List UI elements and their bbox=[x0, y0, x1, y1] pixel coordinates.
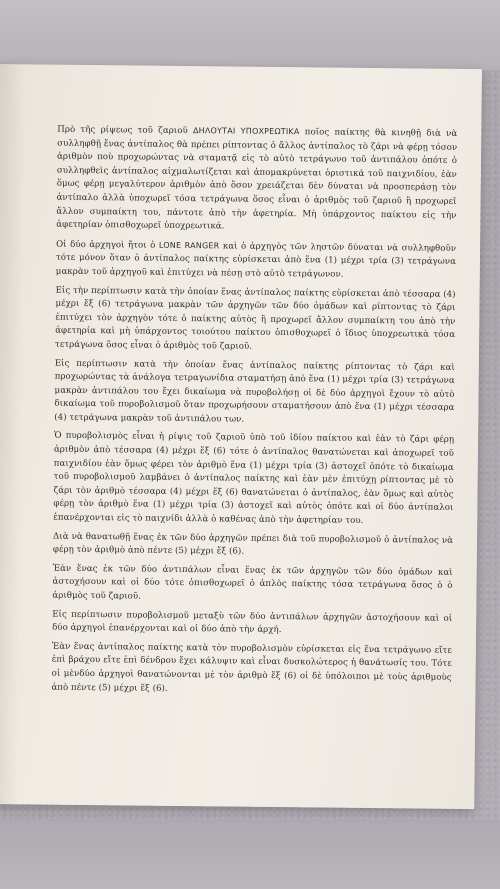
paragraph-text: Εἰς τὴν περίπτωσιν κατὰ τὴν ὁποίαν ἕνας ἀντίπαλος παίκτης εὑρίσκεται ἀπὸ τέσσαρα (4) μέχρι ἕξ (6) τετράγωνα μακρὰν τῶν ἀρχηγῶν τῶν δύο ὁμάδων καὶ ρίπτοντας τὸ ζάρι ἐπιτύχει τὸν ἀρχηγὸν τότε ὁ παίκτης αὐτὸς ἢ προχωρεῖ ἄλλον συμπαίκτη του ἀπὸ τὴν ἀφετηρία καὶ μὴ ὑπάρχοντος τοιούτου παίκτου ὀπισθοχωρεῖ ὁ ἴδιος ὑποχρεωτικὰ τόσα τετράγωνα ὅσος εἶναι ὁ ἀριθμὸς τοῦ ζαριοῦ. bbox=[55, 285, 456, 352]
rule-paragraph bbox=[54, 357, 455, 429]
emphasized-text: LONE RANGER bbox=[158, 240, 220, 251]
paragraph-text: Οἱ δύο ἀρχηγοὶ ἤτοι ὁ bbox=[56, 239, 159, 251]
paragraph-text: Ἐὰν ἕνας ἐκ τῶν δύο ἀντιπάλων εἶναι ἕνας ἐκ τῶν ἀρχηγῶν τῶν δύο ὁμάδων καὶ ἀστοχήσουν καὶ οἱ δύο τότε ὀπισθοχωρεῖ ὁ ἁπλὸς παίκτης τόσα τετράγωνα ὅσος ὁ ὁ ἀριθμὸς τοῦ ζαριοῦ. bbox=[52, 563, 453, 602]
emphasized-text: ΔΗΛΟΥΤΑΙ ΥΠΟΧΡΕΩΤΙΚΑ bbox=[192, 126, 300, 137]
background-carpet-bottom bbox=[0, 820, 500, 889]
rule-paragraph bbox=[51, 640, 452, 699]
rule-paragraph bbox=[52, 562, 452, 607]
paragraph-text: Εἰς περίπτωσιν κατὰ τὴν ὁποίαν ἕνας ἀντίπαλος παίκτης ρίπτοντας τὸ ζάρι καὶ προχωρώντας τὰ ἀνάλογα τετραγωνίδια σταματήσῃ ἀπὸ ἕνα (1) μέχρι τρία (3) τετράγωνα μακρὰν ἀντιπάλου του ἔχει δικαίωμα νὰ πυροβολήσῃ οἱ δὲ δύο ἀρχηγοὶ ἔχουν τὸ αὐτὸ δικαίωμα τοῦ πυροβολισμοῦ ὅταν προχωρήσουν σταματήσουν ἀπὸ ἕνα (1) μέχρι τέσσαρα (4) τετράγωνα μακρὰν τοῦ ἀντιπάλου των. bbox=[54, 358, 455, 425]
paragraph-text: ποῖος παίκτης θὰ κινηθῇ διὰ νὰ συλληφθῇ ἕνας ἀντίπαλος θὰ πρέπει ρίπτοντας ὁ ἄλλος ἀντίπαλος τὸ ζάρι νὰ φέρῃ τόσον ἀριθμὸν ποὺ προχωρώντας νὰ σταματᾷ εἰς τὸ αὐτὸ τετράγωνο τοῦ ἀντιπάλου ὁπότε ὁ συλληφθεὶς ἀντίπαλος αἰχμαλωτίζεται καὶ ἀπομακρύνεται ὁριστικά τοῦ παιχνιδίου, ἐὰν ὅμως φέρῃ μεγαλύτερον ἀριθμὸν ἀπὸ ὅσον χρειάζεται δὲν δύναται νὰ προσπεράσῃ τὸν ἀντίπαλο ἀλλὰ ὑποχωρεῖ τόσα τετράγωνα ὅσος εἶναι ὁ ἀριθμὸς τοῦ ζαριοῦ ἢ προχωρεῖ ἄλλον συμπαίκτη του, πάντοτε ἀπὸ τὴν ἀφετηρία. Μὴ ὑπάρχοντος παίκτου εἰς τὴν ἀφετηρίαν ὀπισθοχωρεῖ ὑποχρεωτικά. bbox=[56, 127, 458, 232]
paragraph-text: Διὰ νὰ θανατωθῇ ἕνας ἐκ τῶν δύο ἀρχηγῶν πρέπει διὰ τοῦ πυροβολισμοῦ ὁ ἀντίπαλος νὰ φέρῃ τὸν ἀριθμὸ ἀπὸ πέντε (5) μέχρι ἕξ (6). bbox=[52, 531, 454, 557]
rule-paragraph bbox=[52, 608, 452, 639]
background-carpet-top bbox=[0, 0, 500, 70]
rule-paragraph bbox=[56, 237, 456, 283]
rule-paragraph bbox=[56, 123, 457, 237]
rule-paragraph bbox=[53, 530, 453, 561]
paragraph-text: Ἐὰν ἕνας ἀντίπαλος παίκτης κατὰ τὸν πυροβολισμὸν εὑρίσκεται εἰς ἕνα τετράγωνο εἴτε ἐπὶ βράχου εἴτε ἐπὶ δένδρου ἔχει κάλυψιν καὶ εἶναι δυσκολώτερος ἡ θανάτωσίς του. Τότε οἱ μὲνδύο ἀρχηγοὶ θανατώνονται μὲ τὸν ἀριθμὸ ἕξ (6) οἱ δὲ ὑπόλοιποι μὲ τοὺς ἀριθμοὺς ἀπὸ πέντε (5) μέχρι ἕξ (6). bbox=[51, 641, 452, 694]
booklet-page bbox=[0, 64, 482, 809]
rule-paragraph bbox=[53, 430, 454, 529]
rules-text-block bbox=[51, 123, 457, 704]
paragraph-text: Εἰς περίπτωσιν πυροβολισμοῦ μεταξὺ τῶν δύο ἀντιπάλων ἀρχηγῶν ἀστοχήσουν καὶ οἱ δύο ἀρχηγοὶ ἐπανέρχονται καὶ οἱ δύο ἀπὸ τὴν ἀρχή. bbox=[52, 609, 453, 636]
paragraph-text: Ὁ πυροβολισμὸς εἶναι ἡ ρίψις τοῦ ζαριοῦ ὑπὸ τοῦ ἰδίου παίκτου καὶ ἐὰν τὸ ζάρι φέρῃ ἀριθμὸν ἀπὸ τέσσαρα (4) μέχρι ἕξ (6) τότε ὁ ἀντίπαλος θανατώνεται καὶ ἀποχωρεῖ τοῦ παιχνιδίου ἐὰν ὅμως φέρει τὸν ἀριθμὸ ἕνα (1) μέχρι τρία (3) ἀστοχεῖ ὁπότε τὸ δικαίωμα τοῦ πυροβολισμοῦ λαμβάνει ὁ ἀντίπαλος παίκτης καὶ ἐὰν μὲν ἐπιτύχῃ ρίπτοντας μὲ τὸ ζάρι τὸν ἀριθμὸ τέσσαρα (4) μέχρι ἕξ (6) θανατώνεται ὁ ἀντίπαλος, ἐὰν ὅμως καὶ αὐτὸς φέρῃ τὸν ἀριθμὸ ἕνα (1) μέχρι τρία (3) ἀστοχεῖ καὶ αὐτὸς ὁπότε καὶ οἱ δύο ἀντίπαλοι ἐπανέρχονται εἰς τὸ παιχνίδι ἀλλὰ ὁ καθένας ἀπὸ τὴν ἀφετηρίαν του. bbox=[53, 431, 455, 526]
paragraph-text: Πρὸ τῆς ρίψεως τοῦ ζαριοῦ bbox=[57, 124, 194, 137]
rule-paragraph bbox=[55, 284, 456, 356]
paragraph-text: καὶ ὁ ἀρχηγὸς τῶν ληστῶν δύναται νὰ συλληφθοῦν τότε μόνον ὅταν ὁ ἀντίπαλος παίκτης εὑρίσκεται ἀπὸ ἕνα (1) μέχρι τρία (3) τετράγωνα μακρὰν τοῦ ἀρχηγοῦ καὶ ἐπιτύχει νὰ πέσῃ στὸ αὐτὸ τετράγωνον. bbox=[55, 241, 457, 280]
